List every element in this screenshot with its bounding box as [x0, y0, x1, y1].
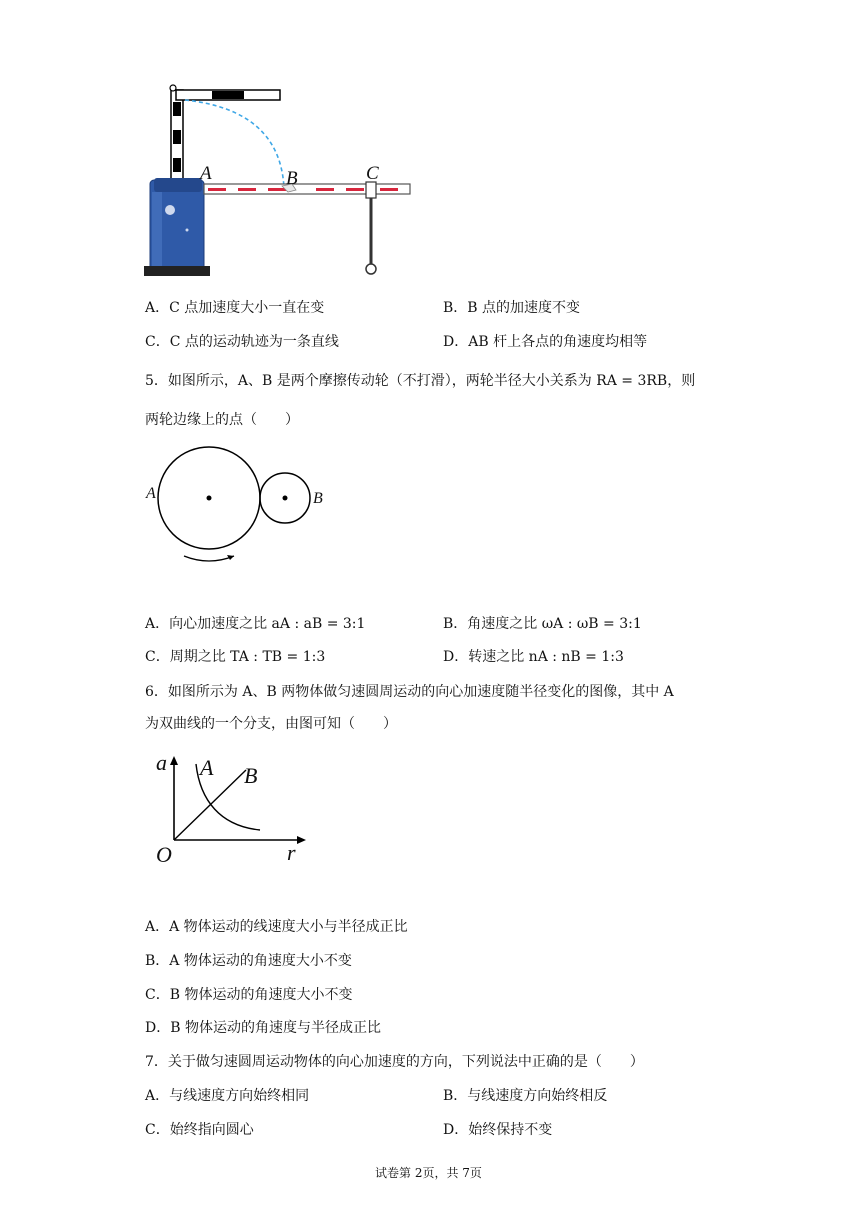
q4-option-b: B．B 点的加速度不变	[443, 300, 581, 316]
friction-wheels-figure	[150, 440, 340, 570]
q7-option-b: B．与线速度方向始终相反	[443, 1088, 608, 1104]
graph-x-axis-label: r	[287, 840, 296, 865]
q5-option-d: D．转速之比 nA : nB = 1:3	[443, 649, 624, 665]
q5-stem-line1: 5．如图所示，A、B 是两个摩擦传动轮（不打滑），两轮半径大小关系为 RA = 3RB，则	[145, 373, 696, 389]
q6-option-d: D．B 物体运动的角速度与半径成正比	[145, 1020, 381, 1036]
graph-line-b-label: B	[244, 763, 258, 788]
label-point-c: C	[366, 163, 379, 184]
q4-option-a: A．C 点加速度大小一直在变	[145, 300, 325, 316]
q7-option-a: A．与线速度方向始终相同	[145, 1088, 310, 1104]
q5-stem-line2: 两轮边缘上的点（ ）	[145, 412, 299, 428]
graph-curve-a-label: A	[200, 755, 214, 780]
q5-option-c: C．周期之比 TA : TB = 1:3	[145, 649, 326, 665]
q5-option-b: B．角速度之比 ωA : ωB = 3:1	[443, 616, 642, 632]
label-point-b: B	[286, 168, 298, 189]
label-wheel-a: A	[146, 485, 156, 502]
q6-stem-line1: 6．如图所示为 A、B 两物体做匀速圆周运动的向心加速度随半径变化的图像，其中 A	[145, 684, 674, 700]
q6-stem-line2: 为双曲线的一个分支，由图可知（ ）	[145, 716, 397, 732]
q6-option-c: C．B 物体运动的角速度大小不变	[145, 987, 353, 1003]
q7-option-c: C．始终指向圆心	[145, 1122, 254, 1138]
graph-origin-label: O	[156, 842, 172, 867]
label-point-a: A	[200, 163, 212, 184]
q7-stem: 7．关于做匀速圆周运动物体的向心加速度的方向，下列说法中正确的是（ ）	[145, 1054, 644, 1070]
page-footer: 试卷第 2页，共 7页	[375, 1166, 482, 1180]
q4-option-d: D．AB 杆上各点的角速度均相等	[443, 334, 648, 350]
q6-option-a: A．A 物体运动的线速度大小与半径成正比	[145, 919, 408, 935]
q7-option-d: D．始终保持不变	[443, 1122, 553, 1138]
graph-y-axis-label: a	[156, 750, 167, 775]
q4-option-c: C．C 点的运动轨迹为一条直线	[145, 334, 339, 350]
q6-option-b: B．A 物体运动的角速度大小不变	[145, 953, 352, 969]
q5-option-a: A．向心加速度之比 aA : aB = 3:1	[145, 616, 366, 632]
label-wheel-b: B	[313, 490, 323, 507]
